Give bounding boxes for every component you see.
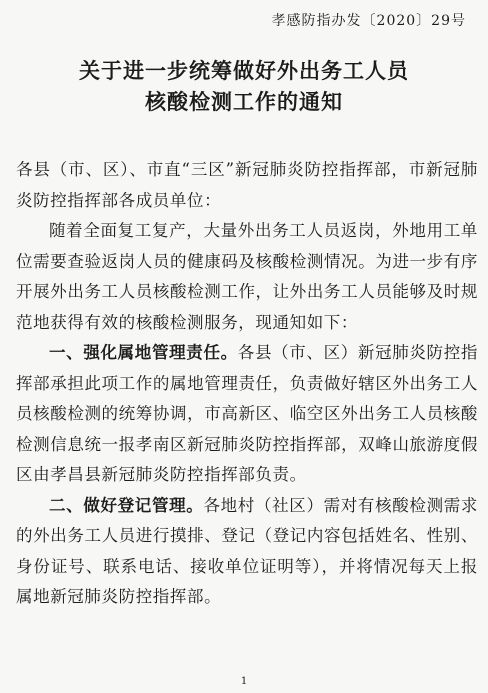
page-number: 1: [240, 676, 248, 687]
document-title-line-1: 关于进一步统筹做好外出务工人员: [79, 59, 409, 83]
intro-paragraph: 随着全面复工复产，大量外出务工人员返岗，外地用工单位需要查验返岗人员的健康码及核酸检测情况。为进一步有序开展外出务工人员核酸检测工作，让外出务工人员能够及时规范地获得有效的核酸检测服务，现通知如下：: [16, 221, 478, 332]
addressee-paragraph: 各县（市、区）、市直“三区”新冠肺炎防控指挥部，市新冠肺炎防控指挥部各成员单位：: [16, 160, 478, 210]
section-1-text: 各县（市、区）新冠肺炎防控指挥部承担此项工作的属地管理责任，负责做好辖区外出务工人员核酸检测的统筹协调，市高新区、临空区外出务工人员核酸检测信息统一报孝南区新冠肺炎防控指挥部，双峰山旅游度假区由孝昌县新冠肺炎防控指挥部负责。: [16, 343, 478, 484]
section-2-paragraph: [16, 491, 478, 613]
document-number: 孝感防指办发〔2020〕29号: [271, 13, 466, 29]
document-body: [16, 155, 478, 613]
section-2-heading: 二、做好登记管理。: [49, 495, 204, 515]
document-title-line-2: 核酸检测工作的通知: [145, 90, 343, 114]
section-2-text: 各地村（社区）需对有核酸检测需求的外出务工人员进行摸排、登记（登记内容包括姓名、性别、身份证号、联系电话、接收单位证明等），并将情况每天上报属地新冠肺炎防控指挥部。: [16, 495, 478, 606]
section-1-paragraph: [16, 338, 478, 491]
section-1-heading: 一、强化属地管理责任。: [49, 343, 238, 362]
